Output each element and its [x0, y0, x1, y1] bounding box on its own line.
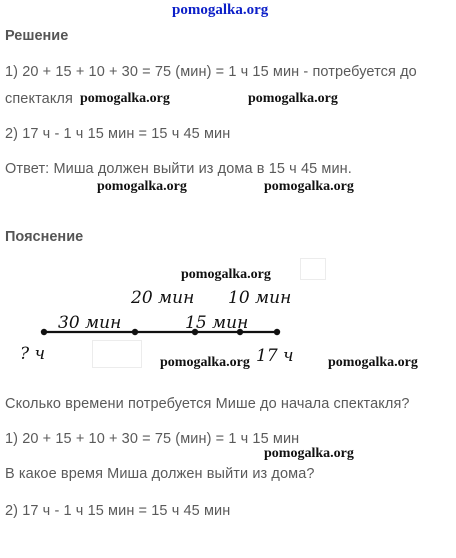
background-grid-mark — [300, 258, 326, 280]
watermark: pomogalka.org — [248, 91, 338, 106]
watermark: pomogalka.org — [80, 91, 170, 106]
solution-answer: Ответ: Миша должен выйти из дома в 15 ч 45 мин. — [5, 161, 352, 177]
timeline-point-start — [41, 329, 47, 335]
watermark: pomogalka.org — [264, 446, 354, 461]
timeline-point-end — [274, 329, 280, 335]
watermark: pomogalka.org — [160, 355, 250, 370]
timeline-label-15: 15 мин — [185, 313, 249, 333]
solution-heading: Решение — [5, 28, 69, 44]
timeline-label-start: ? ч — [20, 344, 46, 364]
watermark: pomogalka.org — [264, 179, 354, 194]
watermark: pomogalka.org — [97, 179, 187, 194]
explanation-question-2: В какое время Миша должен выйти из дома? — [5, 466, 315, 482]
watermark: pomogalka.org — [181, 267, 271, 282]
timeline-label-20: 20 мин — [131, 288, 195, 308]
timeline-label-30: 30 мин — [58, 313, 122, 333]
explanation-step-2: 2) 17 ч - 1 ч 15 мин = 15 ч 45 мин — [5, 503, 231, 519]
watermark-top: pomogalka.org — [172, 2, 269, 18]
solution-line-1-continued: спектакля — [5, 91, 73, 107]
explanation-question-1: Сколько времени потребуется Мише до начала спектакля? — [5, 396, 410, 412]
timeline-point — [132, 329, 138, 335]
watermark: pomogalka.org — [328, 355, 418, 370]
solution-line-1: 1) 20 + 15 + 10 + 30 = 75 (мин) = 1 ч 15 мин - потребуется до — [5, 64, 417, 80]
timeline-label-10: 10 мин — [228, 288, 292, 308]
solution-line-2: 2) 17 ч - 1 ч 15 мин = 15 ч 45 мин — [5, 126, 231, 142]
timeline-label-end: 17 ч — [256, 346, 294, 366]
explanation-heading: Пояснение — [5, 229, 84, 245]
explanation-step-1: 1) 20 + 15 + 10 + 30 = 75 (мин) = 1 ч 15 мин — [5, 431, 300, 447]
